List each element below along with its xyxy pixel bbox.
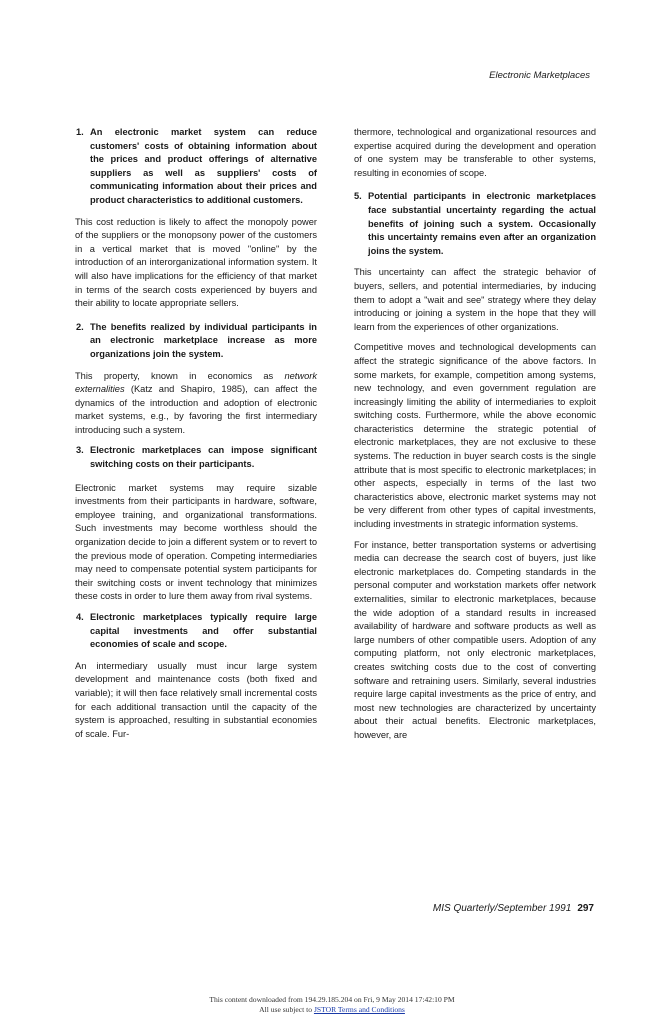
jstor-terms-link[interactable]: JSTOR Terms and Conditions [313,1004,405,1014]
proposition-number: 4. [76,612,84,622]
proposition-text: The benefits realized by individual participants in an electronic marketplace increase as more organizations join the system. [90,321,317,359]
proposition-3 [75,444,317,471]
emphasis-text: network externalities [75,370,317,395]
proposition-1 [75,126,317,208]
right-column [354,126,596,750]
proposition-number: 5. [354,191,362,202]
body-paragraph: This cost reduction is likely to affect the monopoly power of the suppliers or the monopsony power of the customers in a vertical market that is moved "online" by the introduction of an interorganizational information system. It will also have implications for the efficiency of that market in terms of the search costs experienced by buyers and their ability to locate appropriate sellers. [75,216,317,309]
proposition-2 [75,321,317,362]
running-head: Electronic Marketplaces [489,70,590,81]
left-column [75,126,317,748]
terms-prefix: All use subject to [259,1004,314,1014]
proposition-text: Electronic marketplaces can impose significant switching costs on their participants. [90,445,317,470]
proposition-5 [354,190,596,258]
proposition-4 [75,611,317,652]
proposition-text: An electronic market system can reduce customers' costs of obtaining information about the prices and product offerings of alternative suppliers as well as suppliers' costs of communicating information about their prices and product characteristics to additional customers. [90,127,317,205]
body-paragraph: This uncertainty can affect the strategic behavior of buyers, sellers, and potential intermediaries, by inducing them to adopt a "wait and see" strategy where they delay introducing or joining a system in the hope that they will learn from the experiences of other organizations. [354,267,596,332]
proposition-number: 3. [76,445,84,456]
body-paragraph: For instance, better transportation systems or advertising media can decrease the search cost of buyers, just like electronic marketplaces do. Competing standards in the personal computer and workstation markets offer network externalities, similar to electronic marketplaces, because the wide adoption of a standard results in increased availability of hardware and software products as well as large numbers of other compatible users. Adoption of any computing platform, not only electronic marketplaces, creates switching costs due to the cost of converting software and retraining users. Similarly, several industries require large capital investments as the price of entry, and most new technologies are characterized by uncertainty about their actual benefits. Electronic marketplaces, however, are [354,539,596,740]
proposition-text: Potential participants in electronic marketplaces face substantial uncertainty regarding the actual benefits of joining such a system. Occasionally this uncertainty remains even after an organization joins the system. [368,191,596,256]
body-paragraph: Electronic market systems may require sizable investments from their participants in hardware, software, employee training, and organizational transformations. Such investments may become worthless should the organization decide to join a different system or to revert to the previous mode of operation. Competing intermediaries may need to compensate potential system participants for their switching costs or invent technology that minimizes these costs in order to lure them away from rival systems. [75,482,317,602]
text-run: This property, known in economics as [75,370,285,381]
proposition-number: 1. [76,127,84,137]
text-run: (Katz and Shapiro, 1985), can affect the dynamics of the introduction and adoption of electronic market systems, e.g., by favoring the first intermediary introducing such a system. [75,384,317,435]
body-paragraph: An intermediary usually must incur large system development and maintenance costs (both fixed and variable); it will then face relatively small incremental costs for each additional transaction until the capacity of the system is approached, resulting in substantial economies of scale. Fur- [75,660,317,739]
page-number: 297 [577,903,594,914]
body-paragraph [75,370,317,438]
jstor-notice [0,995,664,1014]
proposition-text: Electronic marketplaces typically require large capital investments and offer substantial economies of scale and scope. [90,612,317,650]
body-paragraph: Competitive moves and technological developments can affect the strategic significance of the above factors. In some markets, for example, competition among systems, new technology, and even government regulation are increasingly limiting the ability of intermediaries to exploit switching costs. Furthermore, while the above economic characteristics determine the strategic potential of electronic marketplaces, they are not exclusive to these systems. The reduction in buyer search costs is the single attribute that is most specific to electronic marketplaces; in other aspects, especially in terms of the last two characteristics above, electronic market systems may not be very different from other types of capital investments, including investments in strategic information systems. [354,342,596,530]
proposition-number: 2. [76,321,84,332]
page-footer [433,903,594,914]
download-notice: This content downloaded from 194.29.185.204 on Fri, 9 May 2014 17:42:10 PM [209,995,455,1004]
journal-name: MIS Quarterly/September 1991 [432,903,572,914]
body-paragraph: thermore, technological and organizational resources and expertise acquired during the development and operation of one system may be transferable to other systems, resulting in economies of scope. [354,127,596,178]
terms-line [0,1005,664,1015]
